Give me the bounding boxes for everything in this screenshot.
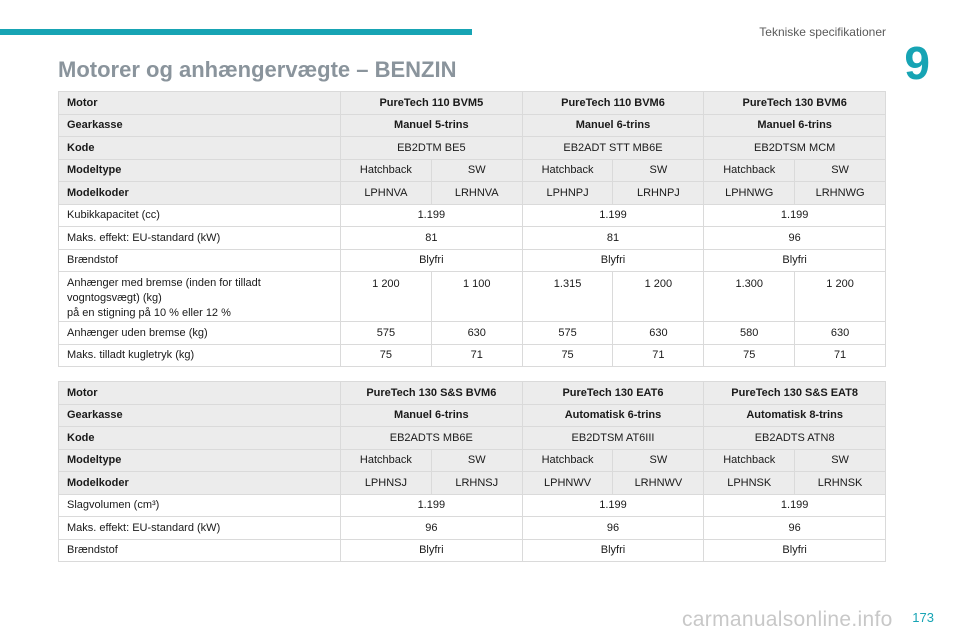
value-cell: Blyfri (704, 249, 886, 272)
engine-table-2 (58, 381, 886, 562)
gearbox-cell: Automatisk 8-trins (704, 404, 886, 427)
value-cell: 1 100 (431, 272, 522, 322)
value-cell: 75 (704, 344, 795, 367)
table-row (59, 114, 886, 137)
value-cell: 1.199 (341, 494, 523, 517)
label-line: på en stigning på 10 % eller 12 % (67, 307, 231, 319)
table-row (59, 344, 886, 367)
code-cell: EB2DTSM AT6III (522, 427, 704, 450)
value-cell: 96 (704, 517, 886, 540)
gearbox-cell: Manuel 5-trins (341, 114, 523, 137)
model-type-cell: Hatchback (341, 159, 432, 182)
gearbox-cell: Manuel 6-trins (704, 114, 886, 137)
model-code-cell: LRHNWV (613, 472, 704, 495)
model-type-cell: Hatchback (341, 449, 432, 472)
model-type-cell: SW (613, 159, 704, 182)
row-label: Modeltype (59, 449, 341, 472)
motor-cell: PureTech 130 S&S EAT8 (704, 382, 886, 405)
value-cell: 75 (341, 344, 432, 367)
gearbox-cell: Manuel 6-trins (341, 404, 523, 427)
model-code-cell: LRHNVA (431, 182, 522, 205)
row-label: Kode (59, 137, 341, 160)
model-type-cell: Hatchback (704, 159, 795, 182)
value-cell: Blyfri (522, 249, 704, 272)
table-row (59, 517, 886, 540)
table-row (59, 137, 886, 160)
model-code-cell: LPHNSK (704, 472, 795, 495)
row-label: Motor (59, 92, 341, 115)
model-type-cell: SW (613, 449, 704, 472)
row-label: Maks. effekt: EU-standard (kW) (59, 517, 341, 540)
table-row (59, 472, 886, 495)
value-cell: 1 200 (341, 272, 432, 322)
value-cell: 1 200 (613, 272, 704, 322)
value-cell: 1 200 (795, 272, 886, 322)
model-type-cell: SW (795, 449, 886, 472)
value-cell: 1.199 (522, 204, 704, 227)
gearbox-cell: Automatisk 6-trins (522, 404, 704, 427)
table-row (59, 272, 886, 322)
value-cell: 75 (522, 344, 613, 367)
top-accent-bar (0, 29, 472, 35)
row-label: Brændstof (59, 539, 341, 562)
model-type-cell: Hatchback (522, 449, 613, 472)
value-cell: 96 (522, 517, 704, 540)
value-cell: 1.199 (341, 204, 523, 227)
label-line: Anhænger med bremse (inden for tilladt (67, 277, 261, 289)
table-row (59, 204, 886, 227)
value-cell: 575 (341, 322, 432, 345)
row-label: Modeltype (59, 159, 341, 182)
chapter-number: 9 (904, 37, 930, 89)
value-cell: 71 (795, 344, 886, 367)
motor-cell: PureTech 130 EAT6 (522, 382, 704, 405)
table-row (59, 449, 886, 472)
table-row (59, 92, 886, 115)
value-cell: 1.315 (522, 272, 613, 322)
row-label (59, 272, 341, 322)
row-label: Motor (59, 382, 341, 405)
model-code-cell: LRHNPJ (613, 182, 704, 205)
code-cell: EB2DTM BE5 (341, 137, 523, 160)
model-code-cell: LRHNSJ (431, 472, 522, 495)
value-cell: 81 (522, 227, 704, 250)
table-row (59, 182, 886, 205)
code-cell: EB2ADTS ATN8 (704, 427, 886, 450)
row-label: Gearkasse (59, 114, 341, 137)
value-cell: 71 (613, 344, 704, 367)
value-cell: 630 (795, 322, 886, 345)
model-code-cell: LPHNWG (704, 182, 795, 205)
row-label: Slagvolumen (cm³) (59, 494, 341, 517)
engine-table-1 (58, 91, 886, 367)
gearbox-cell: Manuel 6-trins (522, 114, 704, 137)
table-row (59, 539, 886, 562)
value-cell: Blyfri (341, 539, 523, 562)
table-row (59, 227, 886, 250)
model-type-cell: SW (431, 159, 522, 182)
section-header: Tekniske specifikationer (759, 25, 886, 39)
model-code-cell: LRHNSK (795, 472, 886, 495)
watermark: carmanualsonline.info (682, 608, 893, 631)
motor-cell: PureTech 130 BVM6 (704, 92, 886, 115)
motor-cell: PureTech 110 BVM5 (341, 92, 523, 115)
label-line: vogntogsvægt) (kg) (67, 292, 162, 304)
row-label: Maks. tilladt kugletryk (kg) (59, 344, 341, 367)
row-label: Modelkoder (59, 182, 341, 205)
value-cell: 580 (704, 322, 795, 345)
motor-cell: PureTech 130 S&S BVM6 (341, 382, 523, 405)
row-label: Brændstof (59, 249, 341, 272)
table-row (59, 494, 886, 517)
value-cell: 630 (613, 322, 704, 345)
model-code-cell: LPHNWV (522, 472, 613, 495)
value-cell: 1.199 (704, 204, 886, 227)
model-type-cell: SW (431, 449, 522, 472)
code-cell: EB2DTSM MCM (704, 137, 886, 160)
page-title: Motorer og anhængervægte – BENZIN (58, 57, 457, 82)
table-row (59, 249, 886, 272)
page-number: 173 (912, 610, 934, 625)
model-type-cell: Hatchback (522, 159, 613, 182)
value-cell: 1.199 (522, 494, 704, 517)
value-cell: 1.300 (704, 272, 795, 322)
row-label: Maks. effekt: EU-standard (kW) (59, 227, 341, 250)
motor-cell: PureTech 110 BVM6 (522, 92, 704, 115)
model-code-cell: LPHNVA (341, 182, 432, 205)
model-type-cell: Hatchback (704, 449, 795, 472)
table-row (59, 404, 886, 427)
value-cell: Blyfri (704, 539, 886, 562)
value-cell: 630 (431, 322, 522, 345)
row-label: Gearkasse (59, 404, 341, 427)
code-cell: EB2ADTS MB6E (341, 427, 523, 450)
value-cell: 81 (341, 227, 523, 250)
table-row (59, 427, 886, 450)
row-label: Modelkoder (59, 472, 341, 495)
table-row (59, 159, 886, 182)
model-code-cell: LRHNWG (795, 182, 886, 205)
value-cell: Blyfri (522, 539, 704, 562)
value-cell: 96 (704, 227, 886, 250)
value-cell: 96 (341, 517, 523, 540)
model-code-cell: LPHNPJ (522, 182, 613, 205)
row-label: Kubikkapacitet (cc) (59, 204, 341, 227)
code-cell: EB2ADT STT MB6E (522, 137, 704, 160)
table-row (59, 322, 886, 345)
table-row (59, 382, 886, 405)
value-cell: 71 (431, 344, 522, 367)
value-cell: 575 (522, 322, 613, 345)
value-cell: 1.199 (704, 494, 886, 517)
model-code-cell: LPHNSJ (341, 472, 432, 495)
row-label: Kode (59, 427, 341, 450)
row-label: Anhænger uden bremse (kg) (59, 322, 341, 345)
value-cell: Blyfri (341, 249, 523, 272)
model-type-cell: SW (795, 159, 886, 182)
